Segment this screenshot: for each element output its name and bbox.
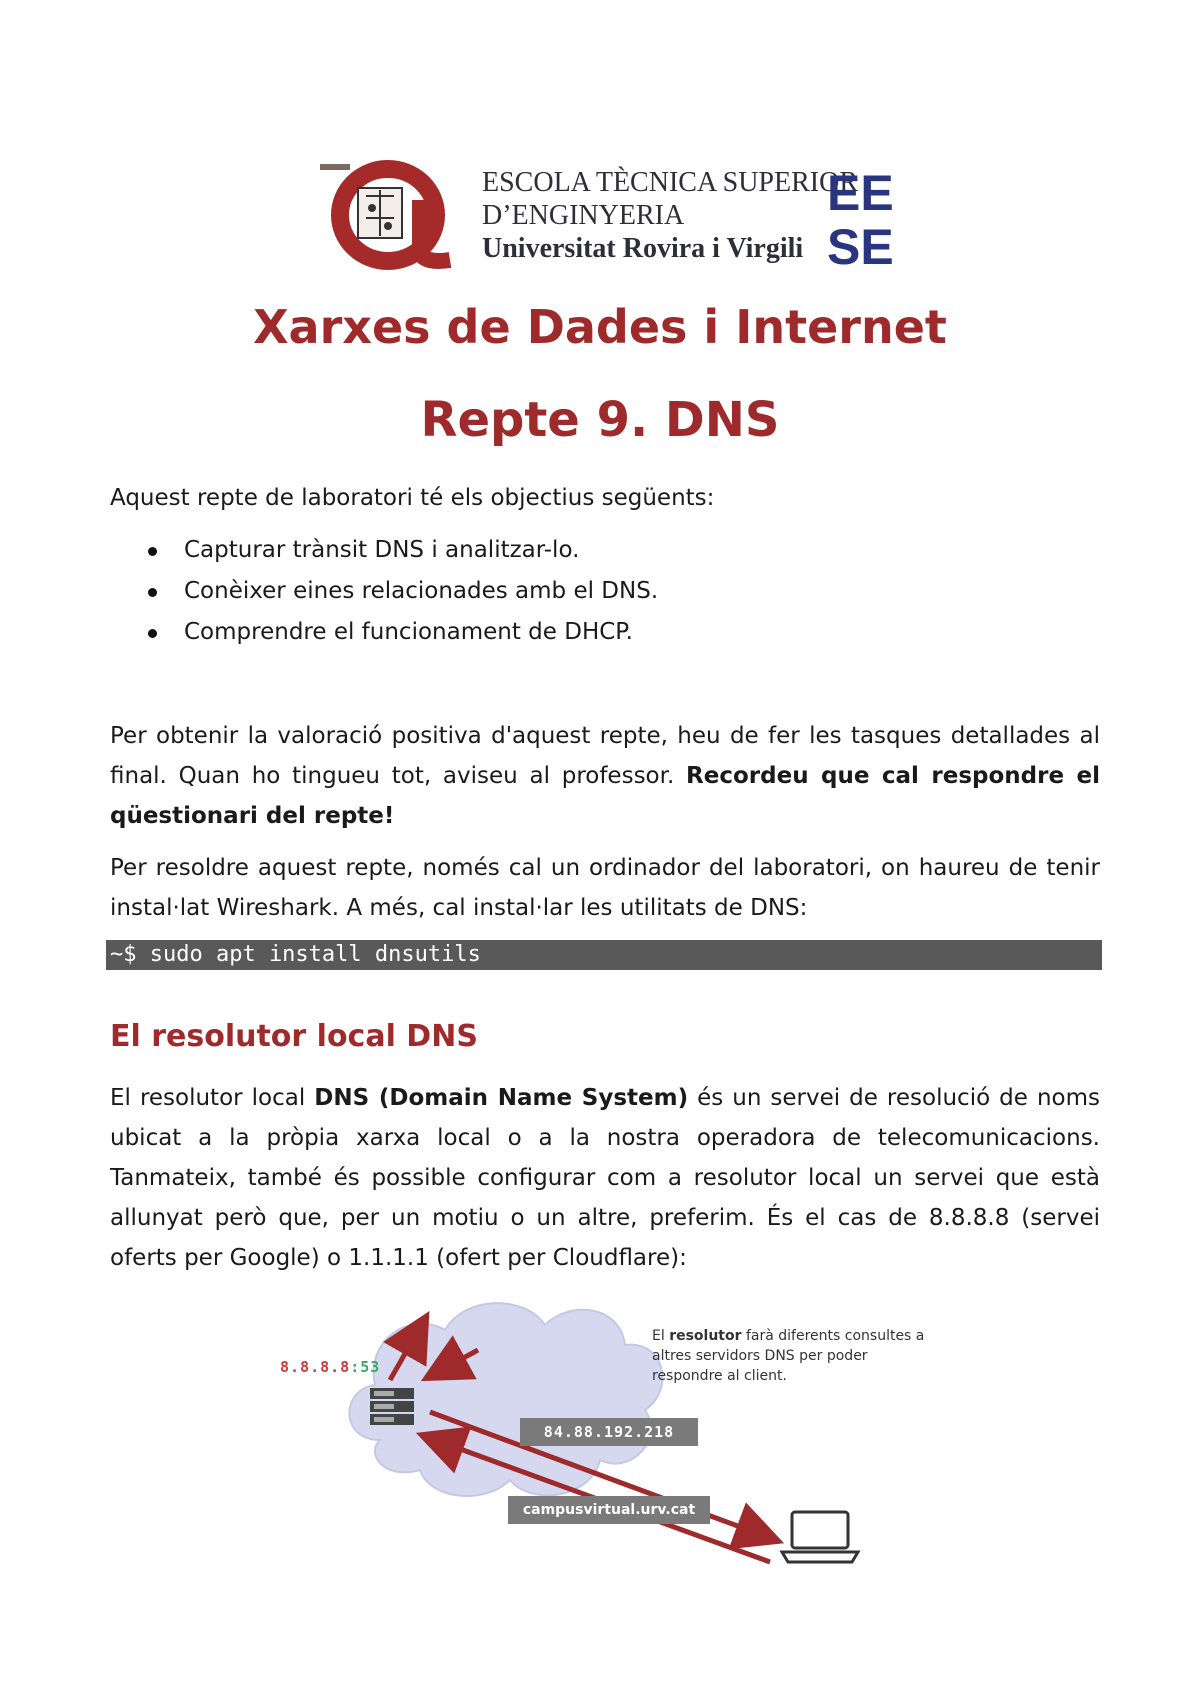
requirements-paragraph: Per resoldre aquest repte, només cal un ordinador del laboratori, on haureu de tenir instal·lat Wireshark. A més, cal instal·lar les utilitats de DNS: <box>110 855 1100 921</box>
svg-text:EE: EE <box>827 165 894 221</box>
school-logo <box>320 160 900 270</box>
resolver-port: :53 <box>350 1358 381 1376</box>
assessment-text: Per obtenir la valoració positiva d'aquest repte, heu de fer les tasques detallades al final. Quan ho tingueu tot, aviseu al professor. <box>110 723 1100 789</box>
svg-text:SE: SE <box>827 219 894 270</box>
section-text-before: El resolutor local <box>110 1085 315 1111</box>
bullet-icon <box>148 588 157 597</box>
objective-text: Conèixer eines relacionades amb el DNS. <box>184 578 659 604</box>
resolver-note-bold: resolutor <box>669 1328 742 1344</box>
objectives-list <box>110 530 1010 653</box>
section-paragraph <box>110 1078 1100 1278</box>
assessment-reminder: Recordeu que cal respondre el qüestionari del repte! <box>110 763 1100 829</box>
eese-logo-icon <box>825 160 900 270</box>
resolver-note-prefix: El <box>652 1328 670 1344</box>
bullet-icon <box>148 547 157 556</box>
server-icon <box>370 1388 414 1425</box>
assessment-paragraph <box>110 716 1100 836</box>
objective-text: Capturar trànsit DNS i analitzar-lo. <box>184 537 580 563</box>
resolver-address <box>280 1358 380 1376</box>
school-name <box>482 166 858 265</box>
response-ip-label: 84.88.192.218 <box>520 1418 698 1446</box>
list-item <box>110 571 1010 612</box>
install-command: ~$ sudo apt install dnsutils <box>106 940 1102 970</box>
list-item <box>110 530 1010 571</box>
list-item <box>110 612 1010 653</box>
challenge-title: Repte 9. DNS <box>420 392 780 448</box>
section-text-after: és un servei de resolució de noms ubicat a la pròpia xarxa local o a la nostra operadora de telecomunicacions. Tanmateix, també és possible configurar com a resolutor local un servei que està allunyat però que, per un motiu o un altre, preferim. És el cas de 8.8.8.8 (servei oferts per Google) o 1.1.1.1 (ofert per Cloudflare): <box>110 1085 1100 1271</box>
section-text-bold: DNS (Domain Name System) <box>314 1085 689 1111</box>
course-title: Xarxes de Dades i Internet <box>253 300 947 354</box>
section-heading: El resolutor local DNS <box>110 1019 478 1054</box>
school-name-line-2: D’ENGINYERIA <box>482 200 685 231</box>
resolver-note-suffix: farà diferents consultes a altres servidors DNS per poder respondre al client. <box>652 1328 925 1384</box>
resolver-ip: 8.8.8.8 <box>280 1358 351 1376</box>
laptop-icon <box>782 1512 858 1562</box>
urv-logo-mark-icon <box>320 160 460 270</box>
dns-resolver-diagram <box>270 1290 950 1570</box>
school-name-line-1: ESCOLA TÈCNICA SUPERIOR <box>482 167 858 198</box>
university-name: Universitat Rovira i Virgili <box>482 233 804 264</box>
objectives-lead: Aquest repte de laboratori té els objectius següents: <box>110 485 715 511</box>
objective-text: Comprendre el funcionament de DHCP. <box>184 619 633 645</box>
resolver-note <box>652 1326 932 1386</box>
bullet-icon <box>148 629 157 638</box>
query-domain-label: campusvirtual.urv.cat <box>508 1496 710 1524</box>
